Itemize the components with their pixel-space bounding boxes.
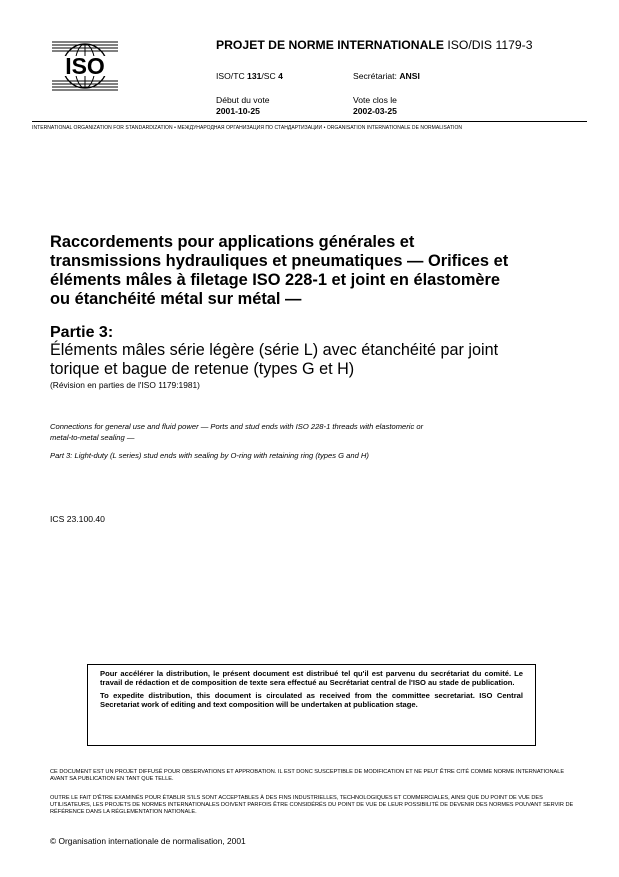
- document-type-title: [216, 38, 533, 52]
- english-title-line: Connections for general use and fluid power — Ports and stud ends with ISO 228-1 threads with elastomeric or: [50, 422, 424, 431]
- vote-end-date: 2002-03-25: [353, 106, 397, 116]
- header-divider: [32, 121, 587, 122]
- organization-line: INTERNATIONAL ORGANIZATION FOR STANDARDIZATION • МЕЖДУНАРОДНАЯ ОРГАНИЗАЦИЯ ПО СТАНДАРТИЗАЦИИ • ORGANISATION INTERNATIONALE DE NORMALISATION: [32, 125, 463, 131]
- english-title-line: metal-to-metal sealing —: [50, 433, 135, 442]
- secretariat: Secrétariat: ANSI: [353, 71, 420, 81]
- part-title-line: Éléments mâles série légère (série L) avec étanchéité par joint: [50, 341, 499, 359]
- distribution-notice-box: [87, 664, 536, 746]
- doc-type: PROJET DE NORME INTERNATIONALE: [216, 38, 444, 52]
- vote-start-label: Début du vote: [216, 95, 270, 105]
- title-line: ou étanchéité métal sur métal —: [50, 290, 302, 308]
- part-title-line: torique et bague de retenue (types G et H): [50, 360, 355, 378]
- english-part-title: Part 3: Light-duty (L series) stud ends with sealing by O-ring with retaining ring (types G and H): [50, 451, 369, 460]
- part-title: [50, 341, 590, 379]
- iso-logo-text: ISO: [65, 53, 105, 79]
- vote-end-label: Vote clos le: [353, 95, 397, 105]
- iso-logo: [50, 40, 120, 92]
- vote-start-date: 2001-10-25: [216, 106, 260, 116]
- english-title: [50, 421, 590, 443]
- disclaimer-reference: OUTRE LE FAIT D'ÊTRE EXAMINÉS POUR ÉTABLIR S'ILS SONT ACCEPTABLES À DES FINS INDUSTRIELLES, TECHNOLOGIQUES ET COMMERCIALES, AINSI QUE DU POINT DE VUE DES UTILISATEURS, LES PROJETS DE NORMES INTERNATIONALES DOIVENT PARFOIS ÊTRE CONSIDÉRÉS DU POINT DE VUE DE LEUR POSSIBILITÉ DE DEVENIR DES NORMES POUVANT SERVIR DE RÉFÉRENCE DANS LA RÉGLEMENTATION NATIONALE.: [50, 795, 574, 815]
- ics-code: ICS 23.100.40: [50, 514, 105, 524]
- revision-note: (Révision en parties de l'ISO 1179:1981): [50, 380, 200, 390]
- notice-french: Pour accélérer la distribution, le présent document est distribué tel qu'il est parvenu du secrétariat du comité. Le travail de rédaction et de composition de texte sera effectué au Secrétariat central de l'ISO au stade de publication.: [100, 669, 523, 688]
- part-label: Partie 3:: [50, 324, 114, 341]
- notice-english: To expedite distribution, this document is circulated as received from the committee secretariat. ISO Central Secretariat work of editing and text composition will be undertaken at publication stage.: [100, 690, 523, 710]
- disclaimer-draft: CE DOCUMENT EST UN PROJET DIFFUSÉ POUR OBSERVATIONS ET APPROBATION. IL EST DONC SUSCEPTIBLE DE MODIFICATION ET NE PEUT ÊTRE CITÉ COMME NORME INTERNATIONALE AVANT SA PUBLICATION EN TANT QUE TELLE.: [50, 769, 565, 782]
- committee-ref: ISO/TC 131/SC 4: [216, 71, 283, 81]
- title-line: Raccordements pour applications générales et: [50, 233, 415, 251]
- title-line: transmissions hydrauliques et pneumatiques — Orifices et: [50, 252, 509, 270]
- doc-number: ISO/DIS 1179-3: [447, 38, 533, 52]
- title-line: éléments mâles à filetage ISO 228-1 et joint en élastomère: [50, 271, 501, 289]
- copyright: © Organisation internationale de normalisation, 2001: [50, 836, 246, 846]
- main-title: [50, 233, 590, 309]
